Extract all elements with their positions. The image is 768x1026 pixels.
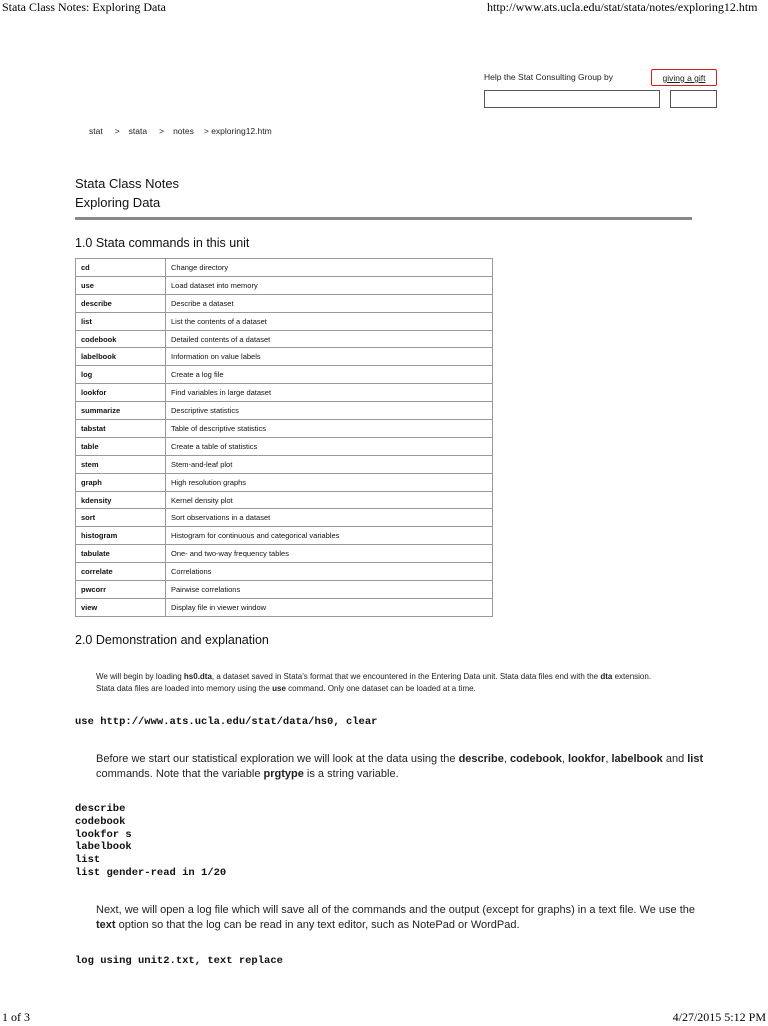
commands-table [75, 258, 493, 617]
exploration-paragraph: Before we start our statistical exploration we will look at the data using the describe, codebook, lookfor, labelbook and list commands. Note that the variable prgtype is a string variable. [96, 753, 704, 780]
section-heading-demonstration: 2.0 Demonstration and explanation [75, 633, 269, 647]
code-block-use [75, 716, 377, 729]
description-cell: Descriptive statistics [166, 402, 493, 420]
description-cell: Load dataset into memory [166, 276, 493, 294]
page-title-line2: Exploring Data [75, 195, 161, 210]
print-header-url: http://www.ats.ucla.edu/stat/stata/notes/exploring12.htm [487, 0, 758, 14]
print-datetime: 4/27/2015 5:12 PM [672, 1010, 766, 1024]
gift-label: Help the Stat Consulting Group by [484, 72, 613, 82]
breadcrumb-current: exploring12.htm [211, 126, 272, 136]
log-paragraph: Next, we will open a log file which will save all of the commands and the output (except for graphs) in a text file. We use the text option so that the log can be read in any text editor, such as NotePad or WordPad. [96, 904, 695, 931]
description-cell: Table of descriptive statistics [166, 420, 493, 438]
description-cell: Information on value labels [166, 348, 493, 366]
page-title-line1: Stata Class Notes [75, 176, 180, 191]
title-divider [75, 217, 692, 220]
command-cell: list [76, 312, 166, 330]
breadcrumb-stat[interactable]: stat [89, 126, 103, 136]
description-cell: Change directory [166, 259, 493, 277]
command-cell: graph [76, 473, 166, 491]
breadcrumb-separator: > [203, 126, 212, 136]
breadcrumb [89, 126, 272, 136]
code-line: labelbook [75, 841, 132, 854]
description-cell: Correlations [166, 563, 493, 581]
description-cell: Describe a dataset [166, 294, 493, 312]
command-cell: histogram [76, 527, 166, 545]
print-header [0, 0, 768, 16]
command-cell: correlate [76, 563, 166, 581]
description-cell: Create a table of statistics [166, 437, 493, 455]
description-cell: List the contents of a dataset [166, 312, 493, 330]
table-row [76, 312, 493, 330]
description-cell: High resolution graphs [166, 473, 493, 491]
table-row [76, 473, 493, 491]
code-block-describe [75, 803, 226, 880]
table-row [76, 491, 493, 509]
command-cell: labelbook [76, 348, 166, 366]
use-command: use [272, 684, 286, 693]
breadcrumb-separator: > [114, 126, 120, 136]
table-row [76, 348, 493, 366]
command-cell: kdensity [76, 491, 166, 509]
table-row [76, 563, 493, 581]
command-cell: codebook [76, 330, 166, 348]
code-line: list [75, 854, 101, 867]
giving-a-gift-button[interactable]: giving a gift [651, 69, 717, 86]
table-row [76, 276, 493, 294]
table-row [76, 330, 493, 348]
command-cell: tabulate [76, 545, 166, 563]
table-row [76, 384, 493, 402]
search-input[interactable] [484, 90, 660, 108]
breadcrumb-notes[interactable]: notes [173, 126, 194, 136]
description-cell: Stem-and-leaf plot [166, 455, 493, 473]
breadcrumb-separator: > [159, 126, 165, 136]
page-title [75, 174, 179, 212]
code-line: list gender-read in 1/20 [75, 866, 227, 879]
description-cell: Detailed contents of a dataset [166, 330, 493, 348]
code-line: lookfor s [75, 828, 132, 841]
command-cell: summarize [76, 402, 166, 420]
description-cell: Sort observations in a dataset [166, 509, 493, 527]
dataset-name: hs0.dta [183, 672, 212, 681]
command-cell: lookfor [76, 384, 166, 402]
command-cell: stem [76, 455, 166, 473]
command-cell: view [76, 598, 166, 616]
table-row [76, 545, 493, 563]
command-cell: log [76, 366, 166, 384]
command-cell: table [76, 437, 166, 455]
description-cell: Find variables in large dataset [166, 384, 493, 402]
command-cell: sort [76, 509, 166, 527]
command-cell: use [76, 276, 166, 294]
command-cell: tabstat [76, 420, 166, 438]
description-cell: Pairwise correlations [166, 581, 493, 599]
table-row [76, 366, 493, 384]
description-cell: Kernel density plot [166, 491, 493, 509]
table-row [76, 581, 493, 599]
table-row [76, 402, 493, 420]
intro-paragraph: We will begin by loading hs0.dta, a dataset saved in Stata's format that we encountered in the Entering Data unit. Stata data files end with the dta extension. Stata data files are loaded into memory using the use command. Only one dataset can be loaded at a time. [96, 672, 652, 693]
code-line: use http://www.ats.ucla.edu/stat/data/hs0, clear [75, 716, 378, 728]
print-header-title: Stata Class Notes: Exploring Data [2, 0, 166, 14]
section-heading-commands: 1.0 Stata commands in this unit [75, 236, 250, 250]
code-line: log using unit2.txt, text replace [75, 955, 283, 967]
table-row [76, 294, 493, 312]
table-row [76, 455, 493, 473]
code-line: describe [75, 803, 126, 815]
table-row [76, 259, 493, 277]
table-row [76, 509, 493, 527]
table-row [76, 527, 493, 545]
description-cell: Histogram for continuous and categorical variables [166, 527, 493, 545]
table-row [76, 420, 493, 438]
command-cell: describe [76, 294, 166, 312]
description-cell: One- and two-way frequency tables [166, 545, 493, 563]
search-button[interactable] [670, 90, 717, 108]
table-row [76, 437, 493, 455]
page-number: 1 of 3 [2, 1010, 30, 1024]
code-line: codebook [75, 815, 126, 828]
command-cell: cd [76, 259, 166, 277]
extension-name: dta [600, 672, 613, 681]
breadcrumb-stata[interactable]: stata [128, 126, 148, 136]
description-cell: Display file in viewer window [166, 598, 493, 616]
table-row [76, 598, 493, 616]
command-cell: pwcorr [76, 581, 166, 599]
description-cell: Create a log file [166, 366, 493, 384]
code-block-log [75, 955, 283, 968]
